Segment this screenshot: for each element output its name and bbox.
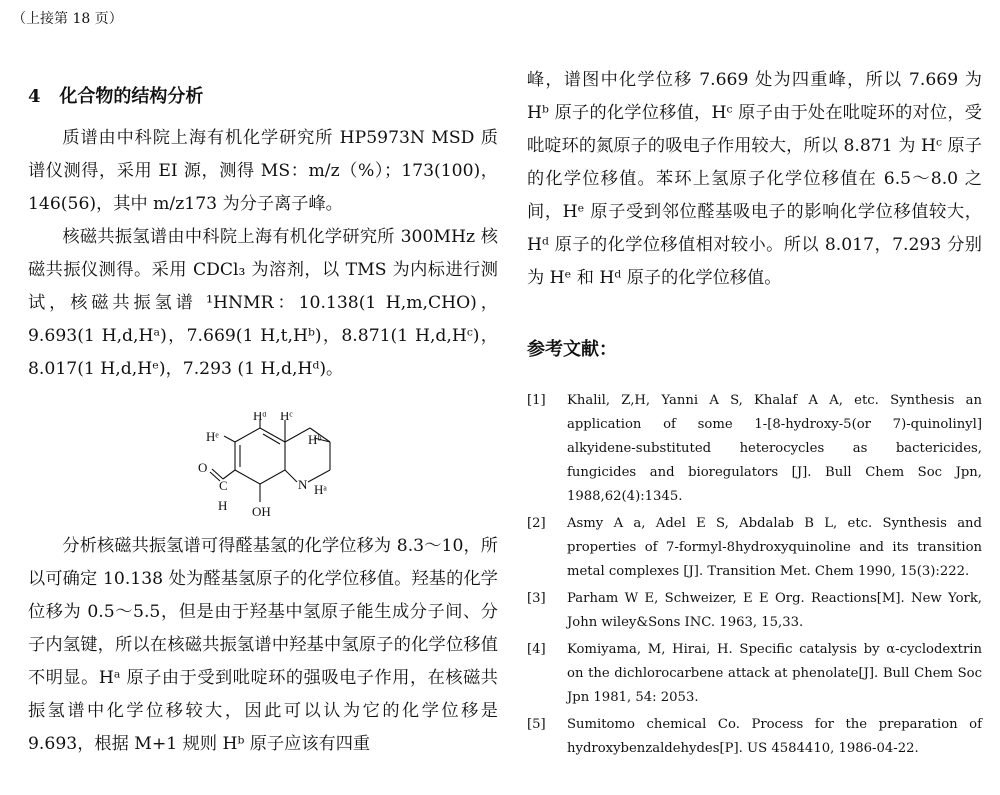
reference-text: Komiyama, M, Hirai, H. Specific catalysis by α-cyclodextrin on the dichlorocarbene attack at phenolate[J]. Bull Chem Soc Jpn 1981, 54: 2053.	[567, 642, 982, 705]
reference-item	[527, 713, 982, 761]
reference-item	[527, 587, 982, 635]
page-continuation-header: （上接第 18 页）	[12, 11, 123, 27]
reference-number: [4]	[527, 642, 546, 657]
reference-list	[527, 389, 982, 761]
reference-number: [3]	[527, 591, 546, 606]
section-number: 4	[28, 86, 41, 107]
label-hc: Hᶜ	[280, 412, 293, 423]
label-carbon: C	[219, 478, 228, 493]
analysis-block	[28, 530, 498, 761]
reference-text: Parham W E, Schweizer, E E Org. Reactions[M]. New York, John wiley&Sons INC. 1963, 15,33.	[567, 591, 982, 630]
label-hydroxyl: OH	[252, 504, 271, 519]
right-column	[527, 64, 982, 764]
label-he: Hᵉ	[206, 429, 219, 444]
reference-number: [1]	[527, 393, 546, 408]
label-aldehyde-h: H	[218, 498, 228, 513]
label-hb: Hᵇ	[308, 432, 322, 447]
molecular-structure-diagram	[190, 412, 340, 524]
reference-text: Khalil, Z,H, Yanni A S, Khalaf A A, etc. Synthesis an application of some 1-[8-hydroxy-5(or 7)-quinolinyl] alkyidene-substituted heterocycles as bactericides, fungicides and bioregulators [J]. Bull Chem Soc Jpn, 1988,62(4):1345.	[567, 393, 982, 504]
reference-item	[527, 512, 982, 584]
reference-item	[527, 389, 982, 509]
reference-number: [2]	[527, 516, 546, 531]
label-nitrogen: N	[298, 477, 308, 492]
label-ha: Hᵃ	[314, 482, 327, 497]
references-heading: 参考文献：	[527, 339, 617, 360]
analysis-paragraph: 分析核磁共振氢谱可得醛基氢的化学位移为 8.3～10，所以可确定 10.138 处为醛基氢原子的化学位移值。羟基的化学位移为 0.5～5.5，但是由于羟基中氢原子能生成分子间、分子内氢键，所以在核磁共振氢谱中羟基中氢原子的化学位移值不明显。Hᵃ 原子由于受到吡啶环的强吸电子作用，在核磁共振氢谱中化学位移较大，因此可以认为它的化学位移是 9.693，根据 M+1 规则 Hᵇ 原子应该有四重	[28, 536, 498, 754]
label-oxygen: O	[198, 460, 208, 475]
mass-spec-paragraph: 质谱由中科院上海有机化学研究所 HP5973N MSD 质谱仪测得，采用 EI 源，测得 MS：m/z（%）；173(100)，146(56)，其中 m/z173 为分子离子峰。	[28, 128, 498, 214]
reference-item	[527, 638, 982, 710]
nmr-paragraph: 核磁共振氢谱由中科院上海有机化学研究所 300MHz 核磁共振仪测得。采用 CDCl₃ 为溶剂，以 TMS 为内标进行测试，核磁共振氢谱 ¹HNMR：10.138(1 H,m,CHO)，9.693(1 H,d,Hᵃ)，7.669(1 H,t,Hᵇ)，8.871(1 H,d,Hᶜ)，8.017(1 H,d,Hᵉ)，7.293 (1 H,d,Hᵈ)。	[28, 227, 498, 379]
reference-number: [5]	[527, 717, 546, 732]
left-column	[28, 82, 498, 386]
label-hd: Hᵈ	[253, 412, 267, 423]
reference-text: Asmy A a, Adel E S, Abdalab B L, etc. Synthesis and properties of 7-formyl-8hydroxyquinoline and its transition metal complexes [J]. Transition Met. Chem 1990, 15(3):222.	[567, 516, 982, 579]
reference-text: Sumitomo chemical Co. Process for the preparation of hydroxybenzaldehydes[P]. US 4584410, 1986-04-22.	[567, 717, 982, 756]
section-title: 化合物的结构分析	[59, 86, 204, 107]
continued-paragraph: 峰，谱图中化学位移 7.669 处为四重峰，所以 7.669 为 Hᵇ 原子的化学位移值，Hᶜ 原子由于处在吡啶环的对位，受吡啶环的氮原子的吸电子作用较大，所以 8.871 为 Hᶜ 原子的化学位移值。苯环上氢原子化学位移值在 6.5～8.0 之间，Hᵉ 原子受到邻位醛基吸电子的影响化学位移值较大，Hᵈ 原子的化学位移值相对较小。所以 8.017，7.293 分别为 Hᵉ 和 Hᵈ 原子的化学位移值。	[527, 70, 982, 288]
section-heading	[28, 82, 498, 108]
